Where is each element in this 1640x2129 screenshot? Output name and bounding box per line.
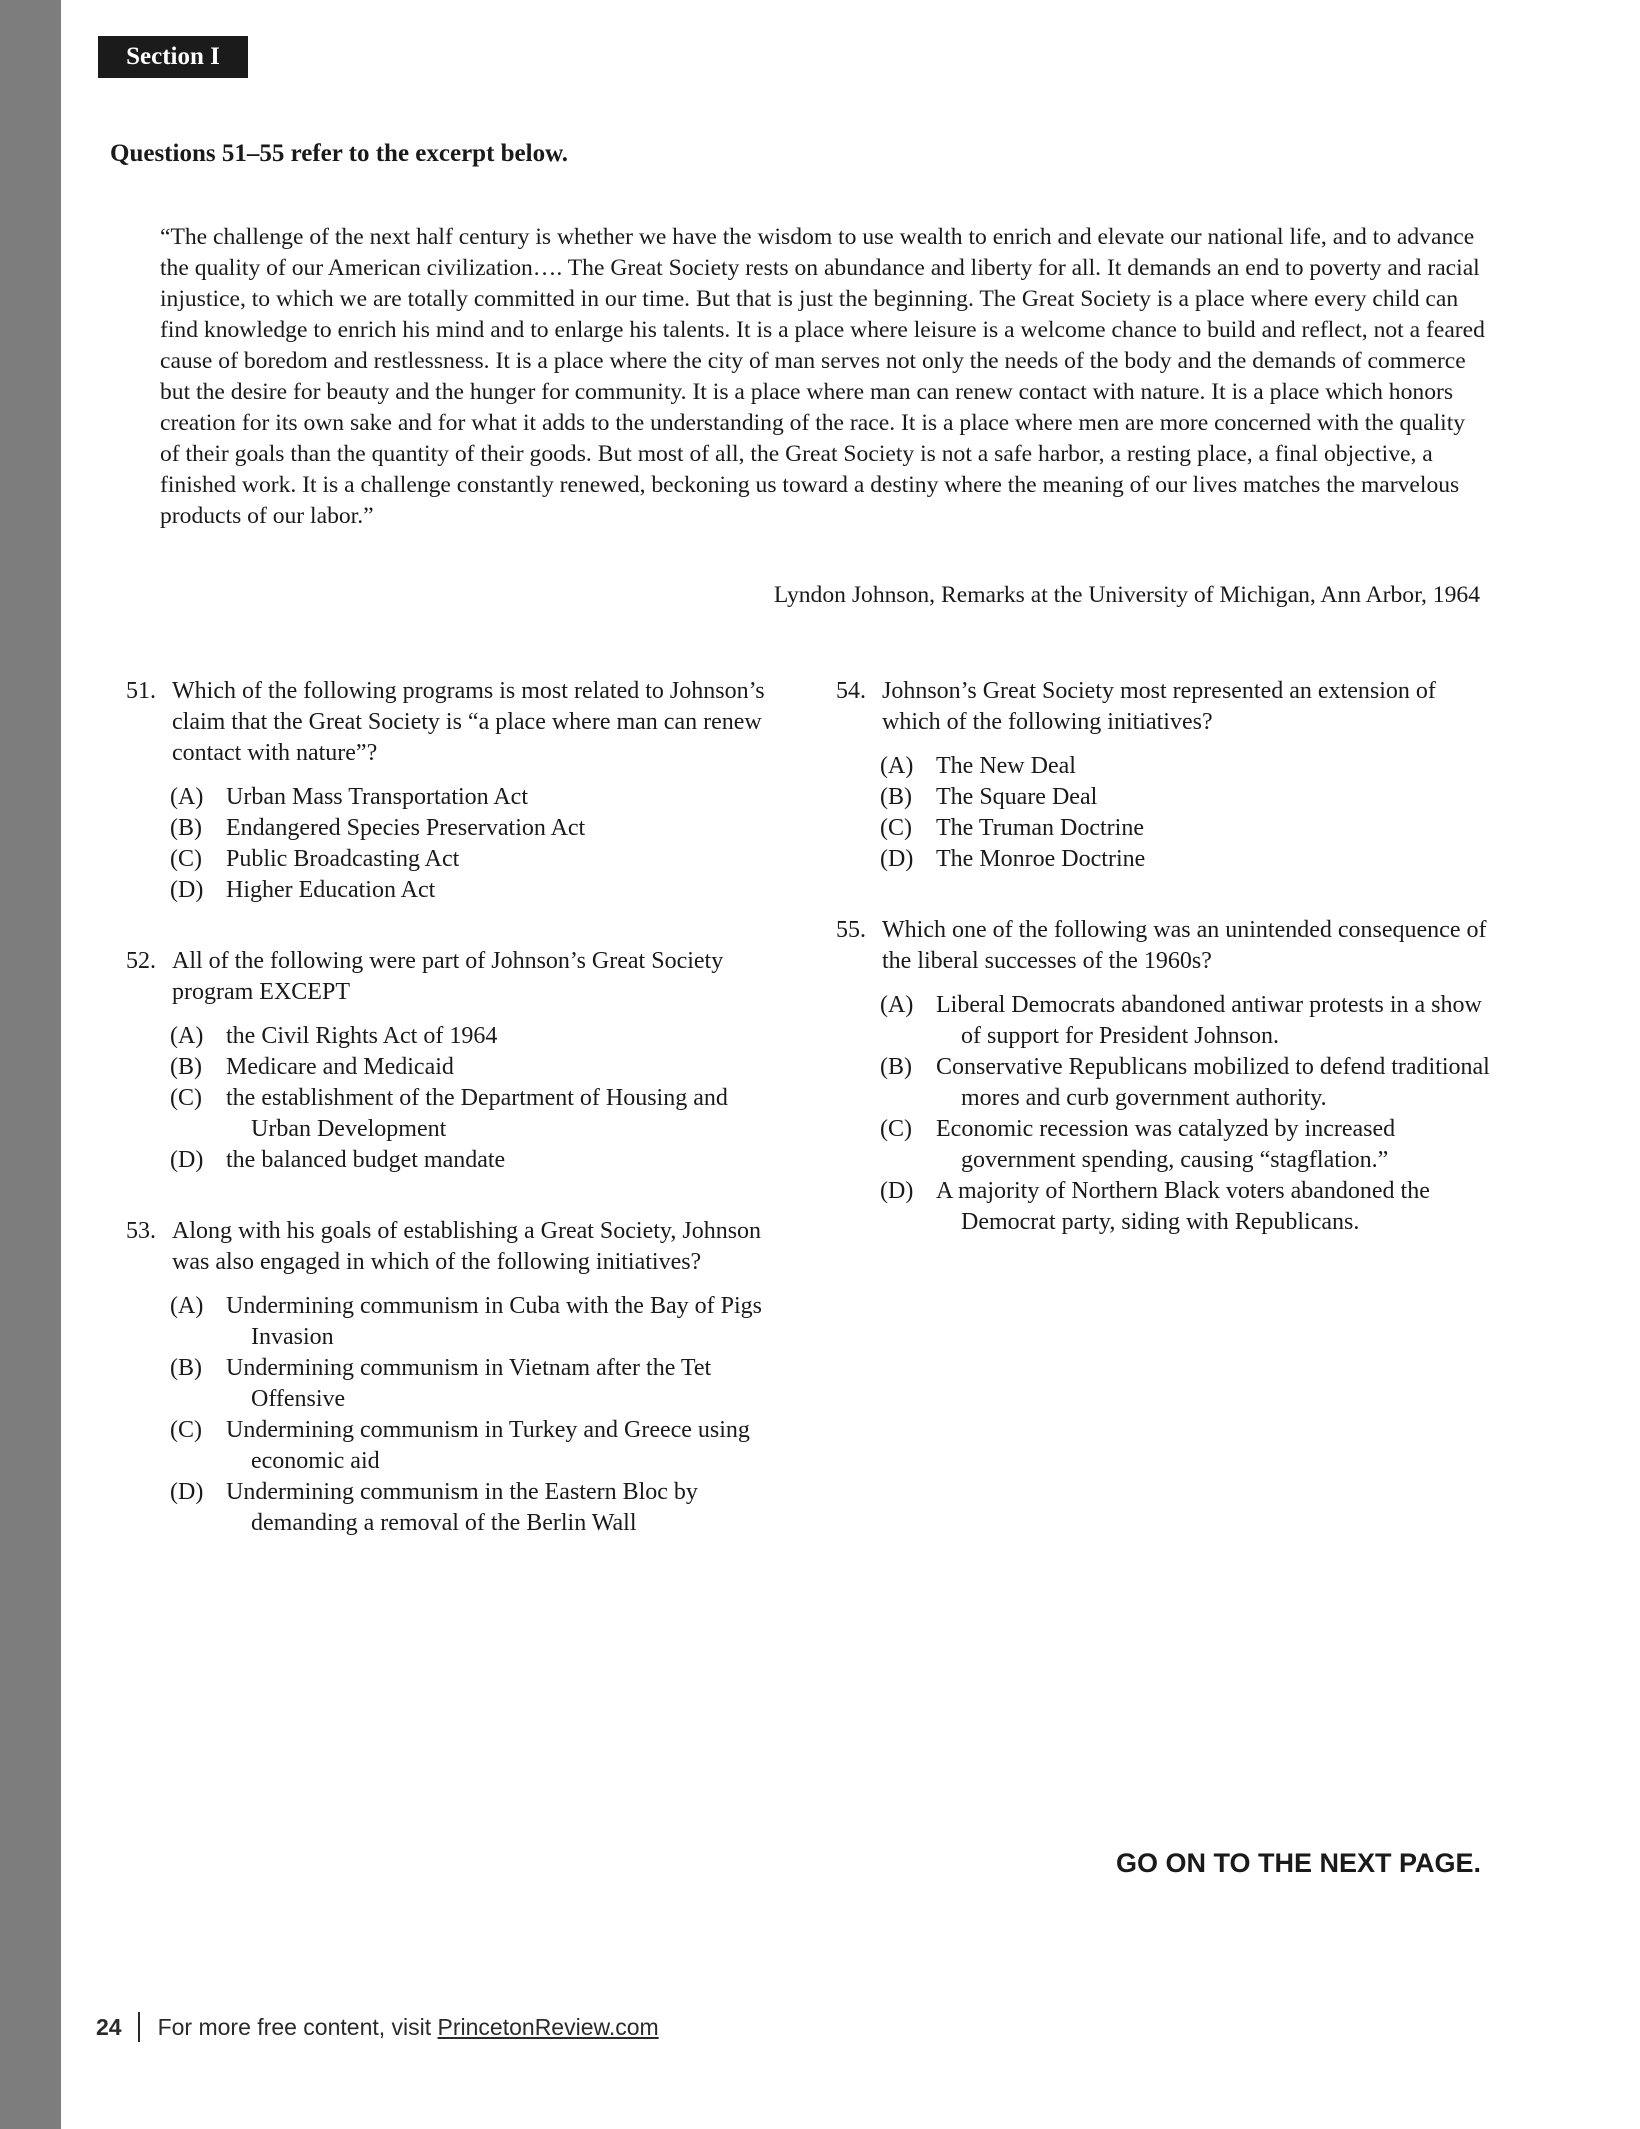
answer-choice-b[interactable] xyxy=(880,1052,1496,1114)
choice-letter: (A) xyxy=(880,992,914,1018)
answer-choice-d[interactable] xyxy=(170,875,786,906)
answer-choice-c[interactable] xyxy=(170,1415,786,1477)
excerpt-text: “The challenge of the next half century is whether we have the wisdom to use wealth to enrich and elevate our national life, and to advance the quality of our American civilization…. The Great Society rests on abundance and liberty for all. It demands an end to poverty and racial injustice, to which we are totally committed in our time. But that is just the beginning. The Great Society is a place where every child can find knowledge to enrich his mind and to enlarge his talents. It is a place where leisure is a welcome chance to build and reflect, not a feared cause of boredom and restlessness. It is a place where the city of man serves not only the needs of the body and the demands of commerce but the desire for beauty and the hunger for community. It is a place where man can renew contact with nature. It is a place which honors creation for its own sake and for what it adds to the understanding of the race. It is a place where men are more concerned with the quality of their goals than the quantity of their goods. But most of all, the Great Society is not a safe harbor, a resting place, a final objective, a finished work. It is a challenge constantly renewed, beckoning us toward a destiny where the meaning of our lives matches the marvelous products of our labor.” xyxy=(160,224,1485,529)
choice-letter: (B) xyxy=(170,1054,202,1080)
choice-text: Undermining communism in the Eastern Bloc by demanding a removal of the Berlin Wall xyxy=(226,1479,698,1536)
question-set-heading: Questions 51–55 refer to the excerpt below. xyxy=(110,140,569,167)
answer-choice-b[interactable] xyxy=(170,813,786,844)
choice-text: Undermining communism in Vietnam after the Tet Offensive xyxy=(226,1355,712,1412)
page-footer xyxy=(96,2012,659,2042)
answer-choice-d[interactable] xyxy=(170,1477,786,1539)
choice-text: Undermining communism in Cuba with the Bay of Pigs Invasion xyxy=(226,1293,762,1350)
choice-text: the balanced budget mandate xyxy=(226,1147,506,1173)
question-stem xyxy=(126,1216,786,1278)
choice-text: Economic recession was catalyzed by increased government spending, causing “stagflation.” xyxy=(936,1116,1396,1173)
choice-letter: (C) xyxy=(170,846,202,872)
page-number: 24 xyxy=(96,2013,122,2040)
choice-letter: (A) xyxy=(170,1023,204,1049)
choice-letter: (B) xyxy=(880,784,912,810)
answer-choice-b[interactable] xyxy=(170,1353,786,1415)
choice-letter: (B) xyxy=(880,1054,912,1080)
answer-choices xyxy=(126,782,786,906)
question-stem xyxy=(836,676,1496,738)
choice-letter: (D) xyxy=(170,1479,204,1505)
question-number: 51. xyxy=(126,678,156,704)
question-52 xyxy=(126,946,786,1176)
answer-choice-c[interactable] xyxy=(170,844,786,875)
question-54 xyxy=(836,676,1496,875)
choice-text: the establishment of the Department of Housing and Urban Development xyxy=(226,1085,728,1142)
choice-text: Conservative Republicans mobilized to defend traditional mores and curb government authority. xyxy=(936,1054,1490,1111)
question-text: Along with his goals of establishing a Great Society, Johnson was also engaged in which of the following initiatives? xyxy=(172,1218,762,1275)
choice-letter: (A) xyxy=(880,753,914,779)
question-number: 54. xyxy=(836,678,866,704)
choice-text: Public Broadcasting Act xyxy=(226,846,460,872)
choice-text: The Square Deal xyxy=(936,784,1098,810)
answer-choice-d[interactable] xyxy=(170,1145,786,1176)
question-text: Which of the following programs is most related to Johnson’s claim that the Great Society is “a place where man can renew contact with nature”? xyxy=(172,678,765,766)
answer-choice-d[interactable] xyxy=(880,844,1496,875)
question-text: Johnson’s Great Society most represented an extension of which of the following initiatives? xyxy=(882,678,1436,735)
footer-divider xyxy=(138,2012,140,2042)
question-stem xyxy=(126,676,786,769)
choice-letter: (C) xyxy=(170,1085,202,1111)
answer-choice-a[interactable] xyxy=(880,990,1496,1052)
choice-letter: (A) xyxy=(170,784,204,810)
choice-letter: (B) xyxy=(170,1355,202,1381)
choice-text: The Monroe Doctrine xyxy=(936,846,1146,872)
answer-choice-b[interactable] xyxy=(170,1052,786,1083)
answer-choices xyxy=(126,1021,786,1176)
answer-choice-b[interactable] xyxy=(880,782,1496,813)
answer-choice-a[interactable] xyxy=(170,782,786,813)
question-51 xyxy=(126,676,786,906)
choice-text: the Civil Rights Act of 1964 xyxy=(226,1023,498,1049)
choice-letter: (D) xyxy=(170,1147,204,1173)
choice-letter: (C) xyxy=(170,1417,202,1443)
choice-letter: (B) xyxy=(170,815,202,841)
section-label: Section I xyxy=(98,36,248,78)
excerpt-attribution: Lyndon Johnson, Remarks at the University of Michigan, Ann Arbor, 1964 xyxy=(773,582,1480,608)
choice-text: The New Deal xyxy=(936,753,1076,779)
choice-letter: (C) xyxy=(880,1116,912,1142)
question-text: All of the following were part of Johnson’s Great Society program EXCEPT xyxy=(172,948,724,1005)
choice-text: The Truman Doctrine xyxy=(936,815,1144,841)
choice-letter: (D) xyxy=(880,1178,914,1204)
question-number: 55. xyxy=(836,917,866,943)
answer-choice-a[interactable] xyxy=(170,1291,786,1353)
choice-text: Medicare and Medicaid xyxy=(226,1054,454,1080)
answer-choice-a[interactable] xyxy=(170,1021,786,1052)
answer-choices xyxy=(126,1291,786,1539)
question-number: 53. xyxy=(126,1218,156,1244)
question-stem xyxy=(836,915,1496,977)
answer-choice-c[interactable] xyxy=(170,1083,786,1145)
choice-letter: (C) xyxy=(880,815,912,841)
answer-choice-d[interactable] xyxy=(880,1176,1496,1238)
question-stem xyxy=(126,946,786,1008)
princeton-review-link[interactable]: PrincetonReview.com xyxy=(437,2013,659,2040)
choice-text: Liberal Democrats abandoned antiwar protests in a show of support for President Johnson. xyxy=(936,992,1482,1049)
answer-choice-c[interactable] xyxy=(880,1114,1496,1176)
question-number: 52. xyxy=(126,948,156,974)
choice-text: A majority of Northern Black voters abandoned the Democrat party, siding with Republicans. xyxy=(936,1178,1430,1235)
go-on-next-page-notice: GO ON TO THE NEXT PAGE. xyxy=(1115,1848,1481,1878)
question-53 xyxy=(126,1216,786,1539)
excerpt-block xyxy=(160,222,1485,532)
answer-choices xyxy=(836,751,1496,875)
answer-choice-c[interactable] xyxy=(880,813,1496,844)
choice-text: Undermining communism in Turkey and Greece using economic aid xyxy=(226,1417,750,1474)
choice-letter: (D) xyxy=(170,877,204,903)
footer-text: For more free content, visit xyxy=(157,2013,438,2040)
question-text: Which one of the following was an unintended consequence of the liberal successes of the 1960s? xyxy=(882,917,1487,974)
question-55 xyxy=(836,915,1496,1238)
answer-choices xyxy=(836,990,1496,1238)
choice-letter: (A) xyxy=(170,1293,204,1319)
side-bar xyxy=(0,0,61,2129)
choice-text: Urban Mass Transportation Act xyxy=(226,784,528,810)
right-column xyxy=(836,676,1496,1278)
left-column xyxy=(126,676,786,1579)
choice-letter: (D) xyxy=(880,846,914,872)
choice-text: Endangered Species Preservation Act xyxy=(226,815,586,841)
choice-text: Higher Education Act xyxy=(226,877,436,903)
answer-choice-a[interactable] xyxy=(880,751,1496,782)
